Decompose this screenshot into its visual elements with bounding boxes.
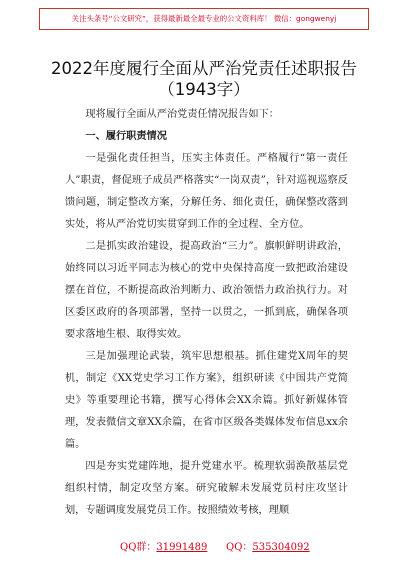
paragraph-4: 四是夯实党建阵地，提升党建水平。梳理软弱涣散基层党组织村情，制定攻坚方案。研究破解未发展党员村庄攻坚计划，专题调度发展党员工作。按照绩效考核，理顺	[65, 461, 348, 516]
banner-text: 关注头条号“公文研究”，获得最新最全最专业的公文资料库！ 微信：gongwenyj	[71, 14, 337, 23]
intro-paragraph: 现将履行全面从严治党责任情况报告如下：	[85, 109, 279, 120]
document-title: 2022年度履行全面从严治党责任述职报告	[51, 59, 357, 78]
paragraph-1: 一是强化责任担当，压实主体责任。严格履行“第一责任人”职责，督促班子成员严格落实“一岗双责”，针对巡视巡察反馈问题，制定整改方案，分解任务、细化责任，确保整改落到实处，将从严治党切实贯穿到工作的全过程、全方位。	[65, 153, 348, 230]
qq-group-label: QQ群：	[120, 542, 157, 553]
section-heading: 一、履行职责情况	[85, 131, 167, 142]
qq-group-contact	[120, 538, 207, 553]
qq-number: 535304092	[252, 542, 310, 553]
qq-group-number: 31991489	[156, 542, 208, 553]
header-banner	[39, 8, 369, 30]
qq-contact	[226, 538, 310, 553]
paragraph-2: 二是抓实政治建设，提高政治“三力”。旗帜鲜明讲政治，始终同以习近平同志为核心的党中央保持高度一致把政治建设摆在首位，不断提高政治判断力、政治领悟力政治执行力。对区委区政府的各项部署，坚持一以贯之，一抓到底，确保各项要求落地生根、取得实效。	[65, 241, 348, 340]
document-subtitle: （1943字）	[158, 80, 250, 99]
paragraph-3: 三是加强理论武装，筑牢思想根基。抓住建党X周年的契机，制定《XX党史学习工作方案》，组织研读《中国共产党简史》等重要理论书籍，撰写心得体会XX余篇。抓好新媒体管理，发表微信文章XX余篇，在省市区级各类媒体发布信息xx余篇。	[65, 351, 348, 450]
document-body	[65, 104, 348, 522]
qq-label: QQ：	[226, 542, 253, 553]
